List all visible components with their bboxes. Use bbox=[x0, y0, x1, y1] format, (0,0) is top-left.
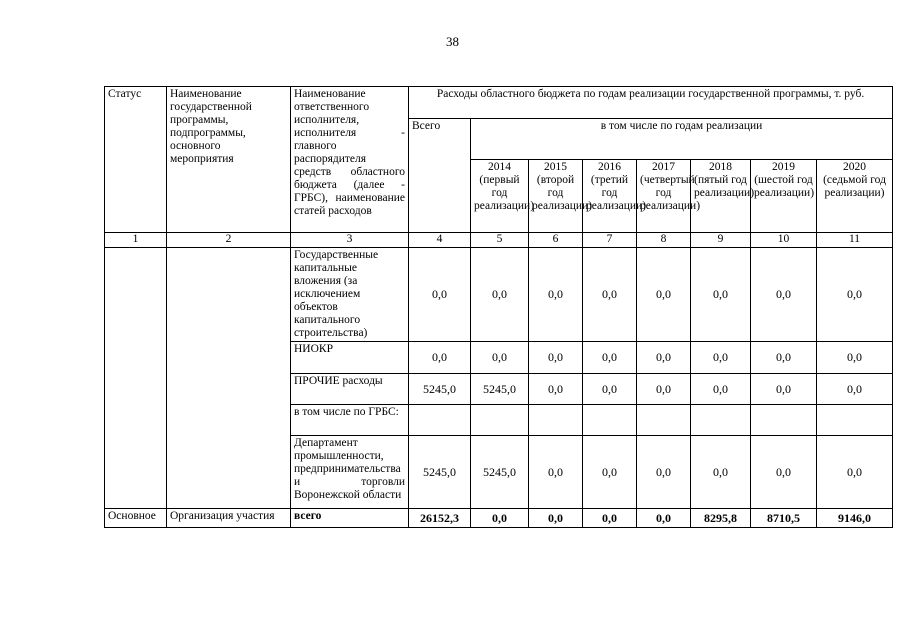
value-total: 5245,0 bbox=[409, 374, 471, 405]
value-2020: 0,0 bbox=[817, 374, 893, 405]
value-2014: 5245,0 bbox=[471, 374, 529, 405]
row-label: ПРОЧИЕ расходы bbox=[291, 374, 409, 405]
main-value-2014: 0,0 bbox=[471, 509, 529, 528]
column-number: 10 bbox=[751, 233, 817, 248]
value-2016: 0,0 bbox=[583, 342, 637, 374]
header-total: Всего bbox=[409, 119, 471, 233]
row-label: Департамент промышленности, предпринимательства и торговли Воронежской области bbox=[291, 436, 409, 509]
status-cell-empty bbox=[105, 248, 167, 509]
empty-cell bbox=[529, 405, 583, 436]
header-year-2019: 2019 (шестой год реализации) bbox=[751, 160, 817, 233]
main-value-2019: 8710,5 bbox=[751, 509, 817, 528]
empty-cell bbox=[583, 405, 637, 436]
header-by-years: в том числе по годам реализации bbox=[471, 119, 893, 160]
main-value-2015: 0,0 bbox=[529, 509, 583, 528]
column-number: 5 bbox=[471, 233, 529, 248]
value-total: 0,0 bbox=[409, 342, 471, 374]
value-total: 0,0 bbox=[409, 248, 471, 342]
program-cell-empty bbox=[167, 248, 291, 509]
column-number-row bbox=[105, 233, 893, 248]
value-2016: 0,0 bbox=[583, 374, 637, 405]
header-year-2020: 2020 (седьмой год реализации) bbox=[817, 160, 893, 233]
value-2016: 0,0 bbox=[583, 248, 637, 342]
value-2015: 0,0 bbox=[529, 342, 583, 374]
value-2015: 0,0 bbox=[529, 436, 583, 509]
value-2020: 0,0 bbox=[817, 436, 893, 509]
page-number: 38 bbox=[446, 34, 459, 49]
row-label: НИОКР bbox=[291, 342, 409, 374]
value-2018: 0,0 bbox=[691, 342, 751, 374]
main-activity-name: Организация участия bbox=[167, 509, 291, 528]
main-value-total: 26152,3 bbox=[409, 509, 471, 528]
column-number: 2 bbox=[167, 233, 291, 248]
empty-cell bbox=[637, 405, 691, 436]
column-number: 7 bbox=[583, 233, 637, 248]
value-2017: 0,0 bbox=[637, 374, 691, 405]
main-activity-row bbox=[105, 509, 893, 528]
column-number: 4 bbox=[409, 233, 471, 248]
column-number: 9 bbox=[691, 233, 751, 248]
value-2019: 0,0 bbox=[751, 342, 817, 374]
header-year-2016: 2016 (третий год реализации) bbox=[583, 160, 637, 233]
value-total: 5245,0 bbox=[409, 436, 471, 509]
row-label: Государственные капитальные вложения (за исключением объектов капитального строительства) bbox=[291, 248, 409, 342]
column-number: 8 bbox=[637, 233, 691, 248]
value-2015: 0,0 bbox=[529, 374, 583, 405]
value-2017: 0,0 bbox=[637, 248, 691, 342]
column-number: 1 bbox=[105, 233, 167, 248]
value-2019: 0,0 bbox=[751, 436, 817, 509]
value-2020: 0,0 bbox=[817, 342, 893, 374]
empty-cell bbox=[751, 405, 817, 436]
main-value-2017: 0,0 bbox=[637, 509, 691, 528]
column-number: 3 bbox=[291, 233, 409, 248]
value-2018: 0,0 bbox=[691, 436, 751, 509]
header-year-2015: 2015 (второй год реализации) bbox=[529, 160, 583, 233]
value-2018: 0,0 bbox=[691, 374, 751, 405]
empty-cell bbox=[691, 405, 751, 436]
value-2014: 5245,0 bbox=[471, 436, 529, 509]
value-2017: 0,0 bbox=[637, 436, 691, 509]
row-label: в том числе по ГРБС: bbox=[291, 405, 409, 436]
value-2014: 0,0 bbox=[471, 248, 529, 342]
main-value-2016: 0,0 bbox=[583, 509, 637, 528]
value-2019: 0,0 bbox=[751, 248, 817, 342]
header-year-2017: 2017 (четвертый год реализации) bbox=[637, 160, 691, 233]
header-year-2014: 2014 (первый год реализации) bbox=[471, 160, 529, 233]
column-number: 6 bbox=[529, 233, 583, 248]
value-2020: 0,0 bbox=[817, 248, 893, 342]
value-2014: 0,0 bbox=[471, 342, 529, 374]
value-2016: 0,0 bbox=[583, 436, 637, 509]
empty-cell bbox=[817, 405, 893, 436]
value-2019: 0,0 bbox=[751, 374, 817, 405]
empty-cell bbox=[471, 405, 529, 436]
budget-table bbox=[104, 86, 893, 528]
header-row-main bbox=[105, 87, 893, 119]
header-executor-name: Наименование ответственного исполнителя, исполнителя - главного распорядителя средств областного бюджета (далее - ГРБС), наименование статей расходов bbox=[291, 87, 409, 233]
value-2015: 0,0 bbox=[529, 248, 583, 342]
main-row-label: всего bbox=[291, 509, 409, 528]
table-row bbox=[105, 248, 893, 342]
column-number: 11 bbox=[817, 233, 893, 248]
empty-cell bbox=[409, 405, 471, 436]
header-expenses: Расходы областного бюджета по годам реализации государственной программы, т. руб. bbox=[409, 87, 893, 119]
main-status: Основное bbox=[105, 509, 167, 528]
header-status: Статус bbox=[105, 87, 167, 233]
header-program-name: Наименование государственной программы, подпрограммы, основного мероприятия bbox=[167, 87, 291, 233]
header-year-2018: 2018 (пятый год реализации) bbox=[691, 160, 751, 233]
value-2017: 0,0 bbox=[637, 342, 691, 374]
main-value-2018: 8295,8 bbox=[691, 509, 751, 528]
value-2018: 0,0 bbox=[691, 248, 751, 342]
main-value-2020: 9146,0 bbox=[817, 509, 893, 528]
